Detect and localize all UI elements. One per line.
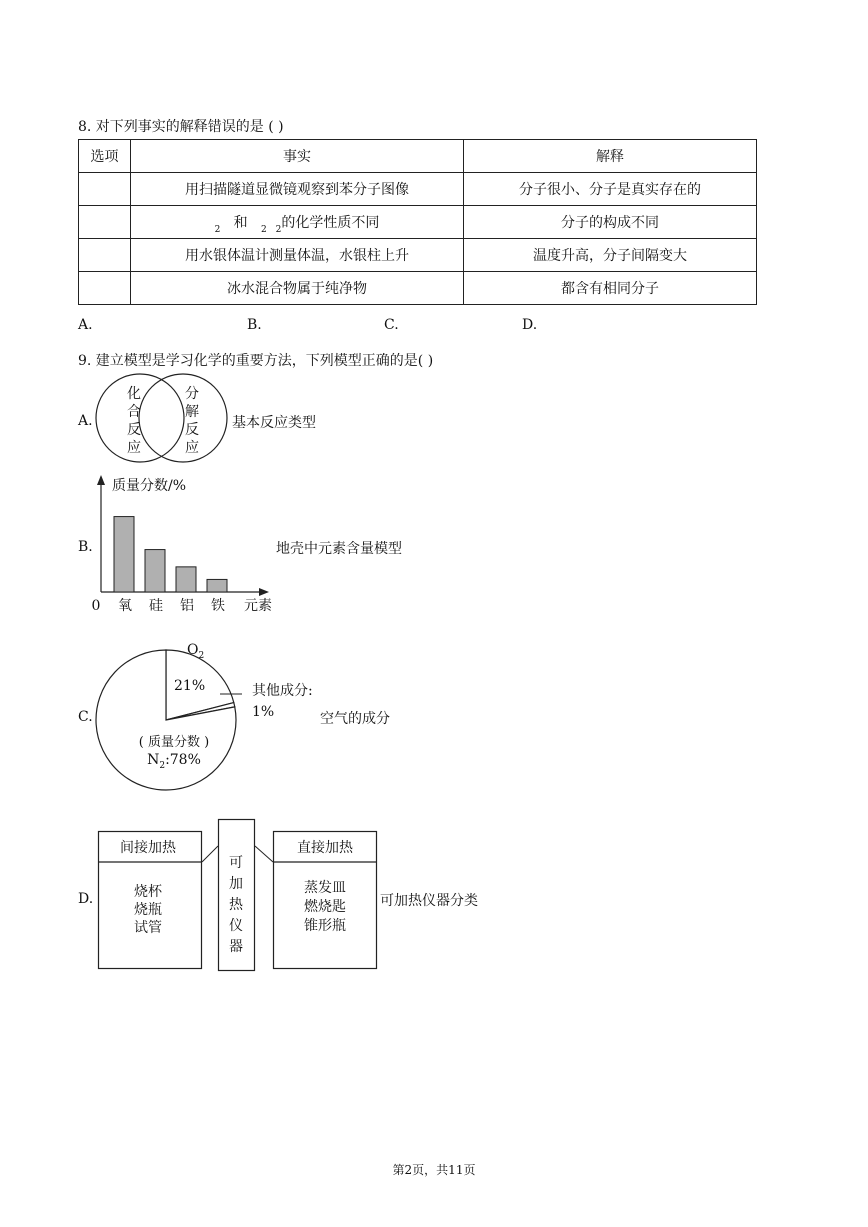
cell-explanation: 都含有相同分子 (464, 272, 757, 305)
venn-left-char: 合 (127, 404, 141, 420)
direct-item: 燃烧匙 (304, 899, 346, 915)
classification-diagram (96, 816, 380, 974)
x-axis-arrow (259, 588, 269, 596)
option-b-caption: 地壳中元素含量模型 (276, 541, 402, 557)
direct-heating-title: 直接加热 (297, 840, 353, 856)
cell-option (79, 272, 131, 305)
option-d-caption: 可加热仪器分类 (380, 893, 478, 909)
category-label: 氧 (118, 598, 132, 614)
question-9-stem: 9. 建立模型是学习化学的重要方法，下列模型正确的是( ) (78, 353, 434, 369)
header-fact: 事实 (131, 140, 464, 173)
option-c-letter[interactable]: C. (78, 709, 93, 725)
fact-text: 的化学性质不同 (281, 215, 380, 231)
subscript: 2 (214, 225, 221, 235)
origin-label: 0 (92, 598, 101, 614)
table-header-row (79, 140, 757, 173)
cell-explanation: 温度升高，分子间隔变大 (464, 239, 757, 272)
indirect-item: 试管 (134, 920, 162, 936)
bar-3 (176, 567, 196, 592)
cell-option (79, 173, 131, 206)
center-char: 可 (229, 855, 243, 871)
table-row (79, 206, 757, 239)
cell-fact: 冰水混合物属于纯净物 (131, 272, 464, 305)
fact-and: 和 (233, 215, 248, 231)
header-explanation: 解释 (464, 140, 757, 173)
option-d-letter[interactable]: D. (78, 891, 94, 907)
n2-note: ( 质量分数 ) (138, 735, 210, 750)
venn-right-char: 反 (185, 422, 199, 438)
choice-a[interactable]: A. (78, 317, 93, 333)
question-8-stem: 8. 对下列事实的解释错误的是 ( ) (78, 119, 284, 135)
choice-c[interactable]: C. (384, 317, 399, 333)
indirect-heating-title: 间接加热 (120, 840, 176, 856)
table-row (79, 272, 757, 305)
connector-line (255, 846, 273, 862)
option-a-letter[interactable]: A. (78, 413, 93, 429)
venn-right-circle (139, 374, 227, 462)
cell-explanation: 分子很小、分子是真实存在的 (464, 173, 757, 206)
center-char: 加 (229, 876, 243, 892)
cell-fact (131, 206, 464, 239)
direct-item: 锥形瓶 (304, 918, 346, 934)
cell-explanation: 分子的构成不同 (464, 206, 757, 239)
indirect-item: 烧瓶 (134, 902, 162, 918)
choice-d[interactable]: D. (522, 317, 538, 333)
subscript: 2 (261, 225, 267, 235)
header-option: 选项 (79, 140, 131, 173)
o2-label: $O_2$ (187, 642, 205, 661)
bar-2 (145, 550, 165, 592)
category-label: 硅 (149, 598, 163, 614)
option-c-caption: 空气的成分 (320, 711, 390, 727)
other-value: 1% (252, 704, 275, 720)
cell-option (79, 206, 131, 239)
venn-left-char: 化 (127, 386, 141, 402)
center-char: 器 (229, 939, 243, 955)
cell-fact: 用扫描隧道显微镜观察到苯分子图像 (131, 173, 464, 206)
facts-table (78, 139, 757, 305)
direct-item: 蒸发皿 (304, 880, 346, 896)
venn-left-char: 应 (127, 440, 141, 456)
venn-left-char: 反 (127, 422, 141, 438)
venn-right-char: 分 (185, 386, 199, 402)
other-label: 其他成分: (252, 683, 313, 699)
connector-line (202, 846, 218, 862)
center-char: 热 (229, 897, 243, 913)
center-char: 仪 (229, 918, 243, 934)
indirect-item: 烧杯 (134, 884, 162, 900)
bar-chart (92, 472, 282, 620)
table-row (79, 173, 757, 206)
y-axis-label: 质量分数/% (112, 478, 187, 494)
table-row (79, 239, 757, 272)
option-b-letter[interactable]: B. (78, 539, 93, 555)
subscript: 2 (275, 225, 282, 235)
cell-fact: 用水银体温计测量体温，水银柱上升 (131, 239, 464, 272)
option-a-caption: 基本反应类型 (232, 415, 316, 431)
y-axis-arrow (97, 475, 105, 485)
page-footer: 第2页，共11页 (392, 1163, 476, 1177)
venn-right-char: 解 (185, 404, 199, 420)
bar-4 (207, 579, 227, 592)
n2-label: $N_2:78\%$ (147, 752, 201, 771)
pie-chart (94, 636, 334, 796)
o2-value: 21% (174, 678, 206, 694)
category-label: 铝 (180, 598, 194, 614)
category-label: 铁 (211, 598, 225, 614)
choice-b[interactable]: B. (247, 317, 262, 333)
venn-right-char: 应 (185, 440, 199, 456)
bar-1 (114, 517, 134, 592)
x-axis-label: 元素 (244, 598, 272, 614)
venn-diagram (94, 370, 234, 466)
cell-option (79, 239, 131, 272)
